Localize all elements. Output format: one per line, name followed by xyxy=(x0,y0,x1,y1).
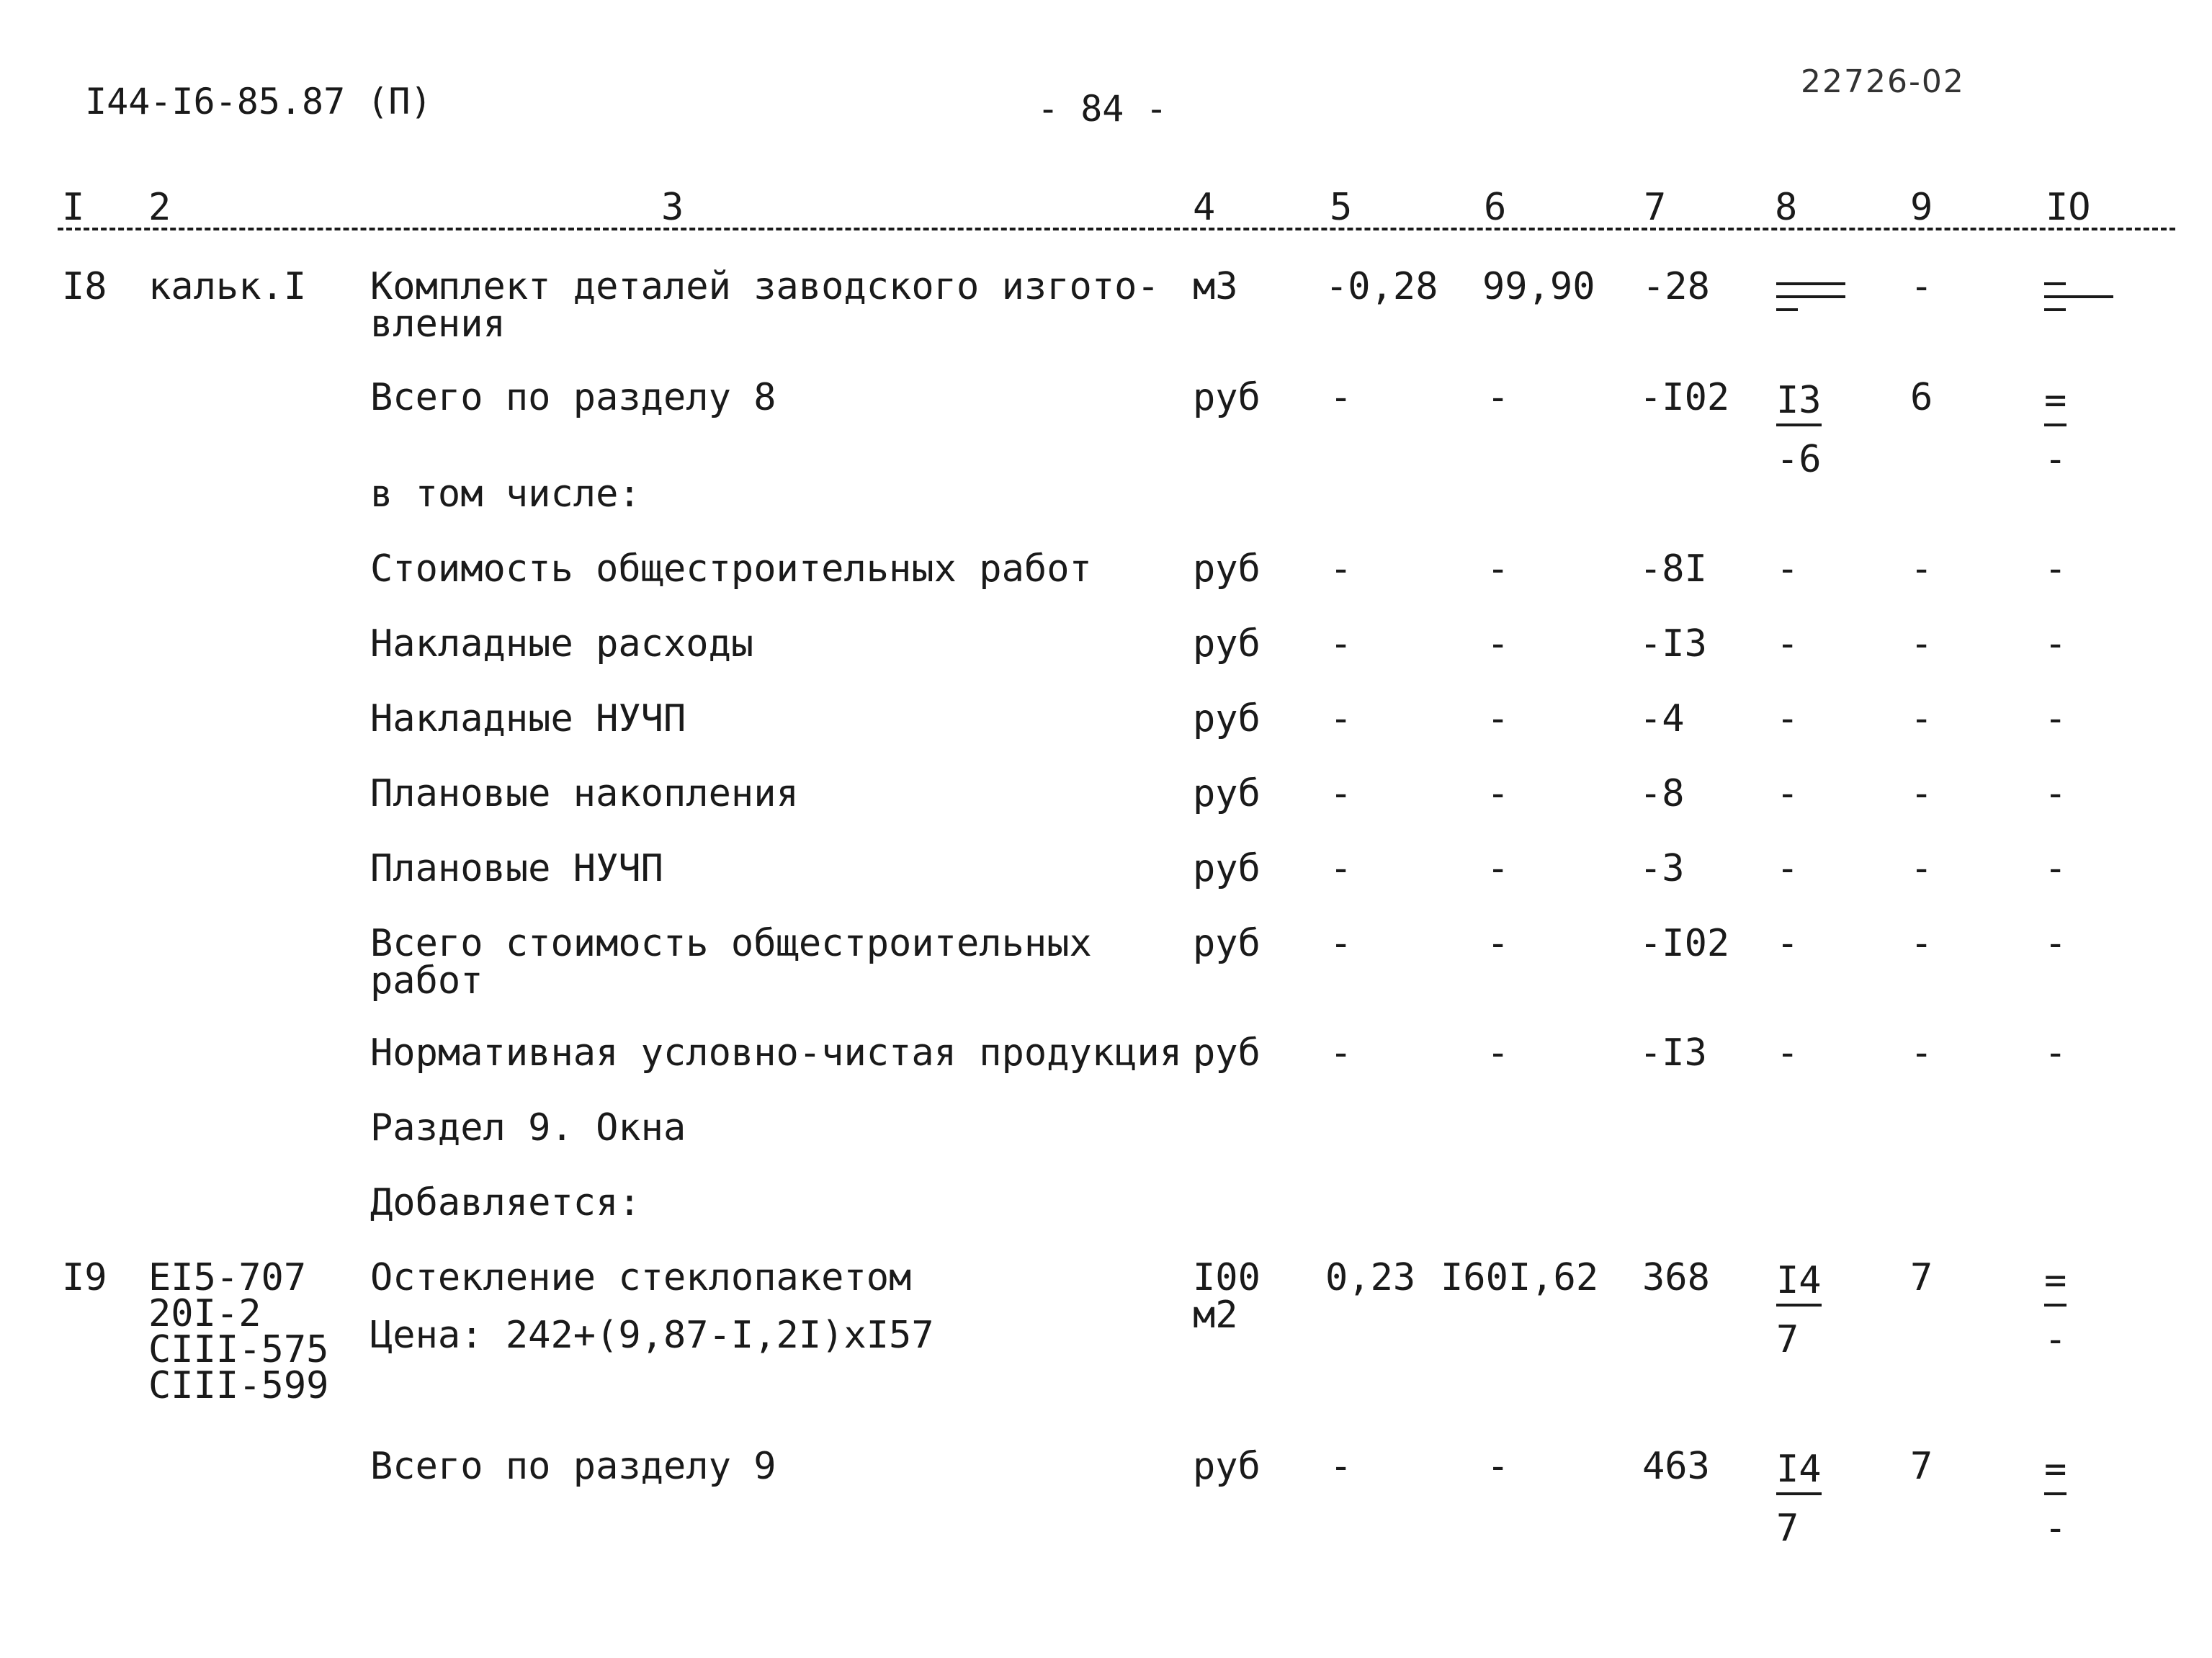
handwritten-number: 22726-02 xyxy=(1801,63,1965,100)
item-col5: - xyxy=(1330,847,1353,890)
fraction-numerator: = xyxy=(2044,1448,2067,1495)
total-cost-description: Всего стоимость общестроительных xyxy=(370,922,1092,965)
fraction-numerator: = xyxy=(2044,1259,2067,1307)
total-col5: - xyxy=(1330,376,1353,419)
item-col5: - xyxy=(1330,622,1353,666)
item-col8: - xyxy=(1776,772,1799,815)
column-header-2: 2 xyxy=(148,186,171,229)
fraction-denominator: 7 xyxy=(1776,1507,1799,1550)
total-col10-fraction xyxy=(2044,1448,2067,1550)
item-col7: -3 xyxy=(1639,847,1685,890)
total-unit: руб xyxy=(1193,1445,1261,1488)
fraction-denominator: - xyxy=(2044,1507,2067,1550)
item-col10: - xyxy=(2044,847,2067,890)
item-col9: - xyxy=(1910,772,1933,815)
fraction-denominator: - xyxy=(2044,1318,2067,1361)
total-col6: - xyxy=(1487,1445,1510,1488)
item-col7: -I3 xyxy=(1639,622,1707,666)
column-header-5: 5 xyxy=(1330,186,1353,229)
total-description: Всего по разделу 8 xyxy=(370,376,776,419)
fraction-denominator: -6 xyxy=(1776,438,1822,481)
row-quantity: -0,28 xyxy=(1325,265,1438,308)
row-reference-1: EI5-707 xyxy=(148,1256,307,1299)
fraction-denominator: - xyxy=(2044,438,2067,481)
item-col9: - xyxy=(1910,847,1933,890)
fraction-denominator: 7 xyxy=(1776,1318,1799,1361)
item-description: Плановые НУЧП xyxy=(370,847,663,890)
total-cost-col6: - xyxy=(1487,922,1510,965)
row-reference: кальк.I xyxy=(148,265,307,308)
total-unit: руб xyxy=(1193,376,1261,419)
total-col10-fraction xyxy=(2044,379,2067,481)
column-header-7: 7 xyxy=(1644,186,1667,229)
total-col9: 7 xyxy=(1910,1445,1933,1488)
total-cost-description-cont: работ xyxy=(370,959,483,1003)
column-header-3: 3 xyxy=(661,186,684,229)
item-col8: - xyxy=(1776,697,1799,740)
total-col7: -I02 xyxy=(1639,376,1730,419)
page-number: - 84 - xyxy=(1037,88,1168,130)
row-description: Остекление стеклопакетом xyxy=(370,1256,912,1299)
item-description: Накладные расходы xyxy=(370,622,754,666)
row-unit-price: 99,90 xyxy=(1482,265,1595,308)
item-col9: - xyxy=(1910,547,1933,591)
column-header-9: 9 xyxy=(1910,186,1933,229)
row-unit-price: I60I,62 xyxy=(1441,1256,1599,1299)
total-cost-col7: -I02 xyxy=(1639,922,1730,965)
item-col5: - xyxy=(1330,772,1353,815)
row-quantity: 0,23 xyxy=(1325,1256,1416,1299)
item-col10: - xyxy=(2044,622,2067,666)
item-unit: руб xyxy=(1193,547,1261,591)
item-col6: - xyxy=(1487,547,1510,591)
row-total: 368 xyxy=(1642,1256,1710,1299)
header-divider xyxy=(58,228,2175,230)
total-col8-fraction xyxy=(1776,1448,1822,1550)
column-header-4: 4 xyxy=(1193,186,1216,229)
item-col5: - xyxy=(1330,697,1353,740)
item-col9: - xyxy=(1910,622,1933,666)
total-col7: 463 xyxy=(1642,1445,1710,1488)
row-col9: - xyxy=(1910,265,1933,308)
section-9-heading: Раздел 9. Окна xyxy=(370,1106,686,1150)
fraction-numerator: I4 xyxy=(1776,1448,1822,1495)
item-unit: руб xyxy=(1193,622,1261,666)
normative-col8: - xyxy=(1776,1031,1799,1075)
fraction-numerator: I3 xyxy=(1776,379,1822,426)
row-price-formula: Цена: 242+(9,87-I,2I)xI57 xyxy=(370,1314,934,1357)
row-number: I8 xyxy=(62,265,107,308)
row-col8-fraction xyxy=(1776,1259,1822,1361)
total-description: Всего по разделу 9 xyxy=(370,1445,776,1488)
item-description: Накладные НУЧП xyxy=(370,697,686,740)
item-unit: руб xyxy=(1193,772,1261,815)
total-col5: - xyxy=(1330,1445,1353,1488)
item-col8: - xyxy=(1776,847,1799,890)
row-description-cont: вления xyxy=(370,303,506,346)
normative-col6: - xyxy=(1487,1031,1510,1075)
column-header-1: I xyxy=(62,186,85,229)
document-code: I44-I6-85.87 (П) xyxy=(85,81,432,122)
row-description: Комплект деталей заводского изгото- xyxy=(370,265,1160,308)
added-label: Добавляется: xyxy=(370,1181,641,1224)
fraction-numerator: I4 xyxy=(1776,1259,1822,1307)
normative-col9: - xyxy=(1910,1031,1933,1075)
item-col6: - xyxy=(1487,772,1510,815)
normative-col10: - xyxy=(2044,1031,2067,1075)
row-number: I9 xyxy=(62,1256,107,1299)
item-col5: - xyxy=(1330,547,1353,591)
item-col9: - xyxy=(1910,697,1933,740)
total-col6: - xyxy=(1487,376,1510,419)
column-header-8: 8 xyxy=(1775,186,1798,229)
row-unit-cont: м2 xyxy=(1193,1294,1238,1337)
item-col7: -4 xyxy=(1639,697,1685,740)
item-col8: - xyxy=(1776,547,1799,591)
row-reference-2: 20I-2 xyxy=(148,1292,261,1335)
row-col8-equals-mark xyxy=(1776,282,1845,311)
item-col7: -8 xyxy=(1639,772,1685,815)
row-col10-fraction xyxy=(2044,1259,2067,1361)
item-col10: - xyxy=(2044,547,2067,591)
item-unit: руб xyxy=(1193,847,1261,890)
column-header-6: 6 xyxy=(1484,186,1507,229)
row-col9: 7 xyxy=(1910,1256,1933,1299)
item-col7: -8I xyxy=(1639,547,1707,591)
item-col10: - xyxy=(2044,772,2067,815)
row-total: -28 xyxy=(1642,265,1710,308)
column-header-10: IO xyxy=(2046,186,2091,229)
total-col8-fraction xyxy=(1776,379,1822,481)
normative-description: Нормативная условно-чистая продукция xyxy=(370,1031,1183,1075)
total-col9: 6 xyxy=(1910,376,1933,419)
item-col10: - xyxy=(2044,697,2067,740)
row-col10-equals-mark xyxy=(2044,282,2113,311)
item-description: Плановые накопления xyxy=(370,772,799,815)
item-col8: - xyxy=(1776,622,1799,666)
total-cost-col9: - xyxy=(1910,922,1933,965)
item-col6: - xyxy=(1487,622,1510,666)
total-cost-col10: - xyxy=(2044,922,2067,965)
total-cost-unit: руб xyxy=(1193,922,1261,965)
total-cost-col5: - xyxy=(1330,922,1353,965)
item-col6: - xyxy=(1487,697,1510,740)
item-col6: - xyxy=(1487,847,1510,890)
row-reference-4: CIII-599 xyxy=(148,1364,329,1407)
normative-col5: - xyxy=(1330,1031,1353,1075)
total-cost-col8: - xyxy=(1776,922,1799,965)
normative-col7: -I3 xyxy=(1639,1031,1707,1075)
item-description: Стоимость общестроительных работ xyxy=(370,547,1092,591)
item-unit: руб xyxy=(1193,697,1261,740)
row-unit: I00 xyxy=(1193,1256,1261,1299)
normative-unit: руб xyxy=(1193,1031,1261,1075)
including-label: в том числе: xyxy=(370,472,641,516)
row-reference-3: CIII-575 xyxy=(148,1328,329,1371)
fraction-numerator: = xyxy=(2044,379,2067,426)
row-unit: м3 xyxy=(1193,265,1238,308)
